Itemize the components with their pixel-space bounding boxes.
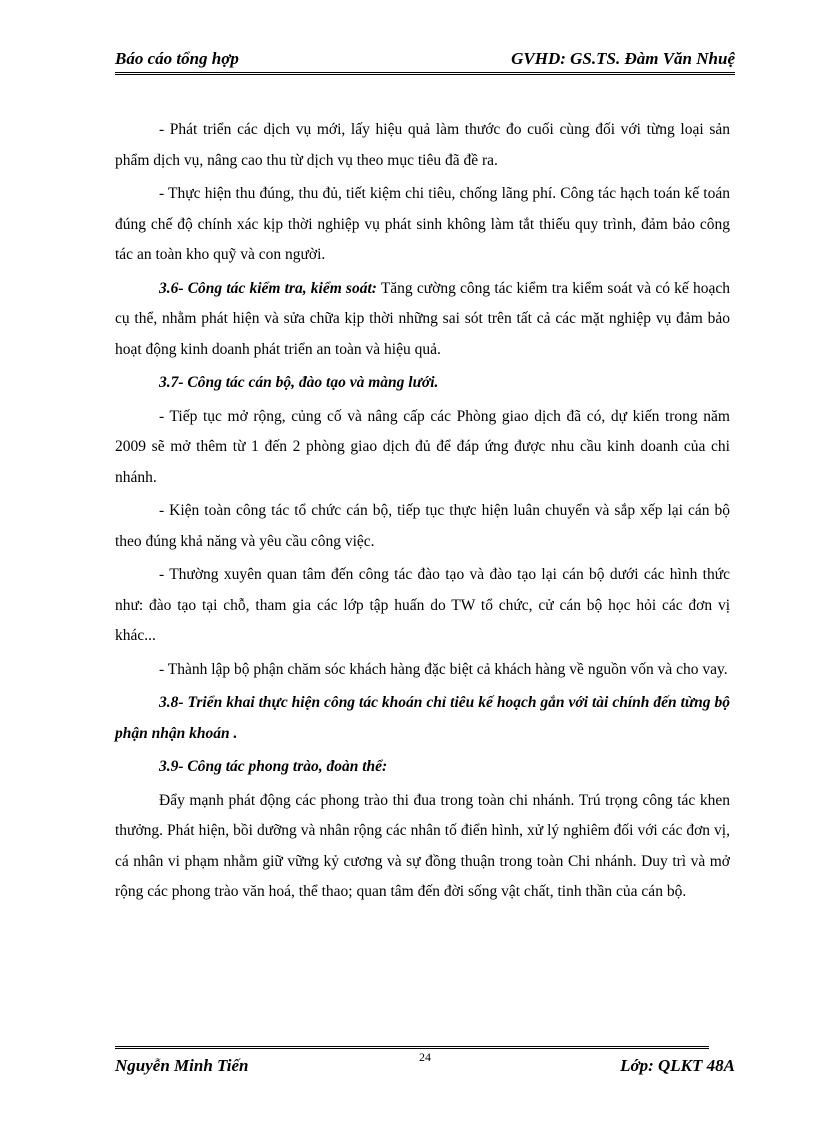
document-body	[115, 115, 730, 911]
header-title: Báo cáo tổng hợp	[115, 49, 239, 68]
section-heading: 3.9- Công tác phong trào, đoàn thể:	[159, 758, 388, 775]
class-label: Lớp: QLKT 48A	[620, 1056, 735, 1075]
paragraph: - Phát triển các dịch vụ mới, lấy hiệu quả làm thước đo cuối cùng đối với từng loại sản phẩm dịch vụ, nâng cao thu từ dịch vụ theo mục tiêu đã đề ra.	[115, 121, 730, 169]
paragraph: - Kiện toàn công tác tổ chức cán bộ, tiếp tục thực hiện luân chuyển và sắp xếp lại cán bộ theo đúng khả năng và yêu cầu công việc.	[115, 502, 730, 550]
page-number: 24	[419, 1050, 431, 1064]
paragraph: Đẩy mạnh phát động các phong trào thi đua trong toàn chi nhánh. Trú trọng công tác khen thưởng. Phát hiện, bồi dưỡng và nhân rộng các nhân tố điển hình, xử lý nghiêm đối với các đơn vị, cá nhân vi phạm nhằm giữ vững kỷ cương và sự đồng thuận trong toàn Chi nhánh. Duy trì và mở rộng các phong trào văn hoá, thể thao; quan tâm đến đời sống vật chất, tinh thần của cán bộ.	[115, 791, 730, 900]
paragraph: - Tiếp tục mở rộng, củng cố và nâng cấp các Phòng giao dịch đã có, dự kiến trong năm 2009 sẽ mở thêm từ 1 đến 2 phòng giao dịch đủ để đáp ứng được nhu cầu kinh doanh của chi nhánh.	[115, 407, 730, 486]
header-supervisor: GVHD: GS.TS. Đàm Văn Nhuệ	[511, 49, 735, 68]
author-name: Nguyễn Minh Tiến	[115, 1056, 249, 1075]
section-heading: 3.6- Công tác kiểm tra, kiểm soát:	[159, 279, 377, 297]
page-header	[115, 44, 735, 75]
section-3-6	[115, 274, 730, 366]
section-text: Tăng cường công tác kiểm tra kiểm soát và có kế hoạch cụ thể, nhằm phát hiện và sửa chữa kịp thời những sai sót trên tất cả các mặt nghiệp vụ đảm bảo hoạt động kinh doanh phát triển an toàn và hiệu quả.	[115, 279, 730, 358]
paragraph: - Thành lập bộ phận chăm sóc khách hàng đặc biệt cả khách hàng về nguồn vốn và cho vay.	[159, 660, 728, 678]
section-heading: 3.7- Công tác cán bộ, đào tạo và màng lưới.	[159, 374, 439, 391]
paragraph: - Thường xuyên quan tâm đến công tác đào tạo và đào tạo lại cán bộ dưới các hình thức như: đào tạo tại chỗ, tham gia các lớp tập huấn do TW tổ chức, cử cán bộ học hỏi các đơn vị khác...	[115, 566, 730, 644]
section-heading: 3.8- Triển khai thực hiện công tác khoán chỉ tiêu kế hoạch gắn với tài chính đến từng bộ phận nhận khoán .	[115, 694, 730, 742]
page-footer	[115, 1048, 735, 1078]
paragraph: - Thực hiện thu đúng, thu đủ, tiết kiệm chi tiêu, chống lãng phí. Công tác hạch toán kế toán đúng chế độ chính xác kịp thời nghiệp vụ phát sinh không làm tắt thiếu quy trình, đảm bảo công tác an toàn kho quỹ và con người.	[115, 185, 730, 263]
